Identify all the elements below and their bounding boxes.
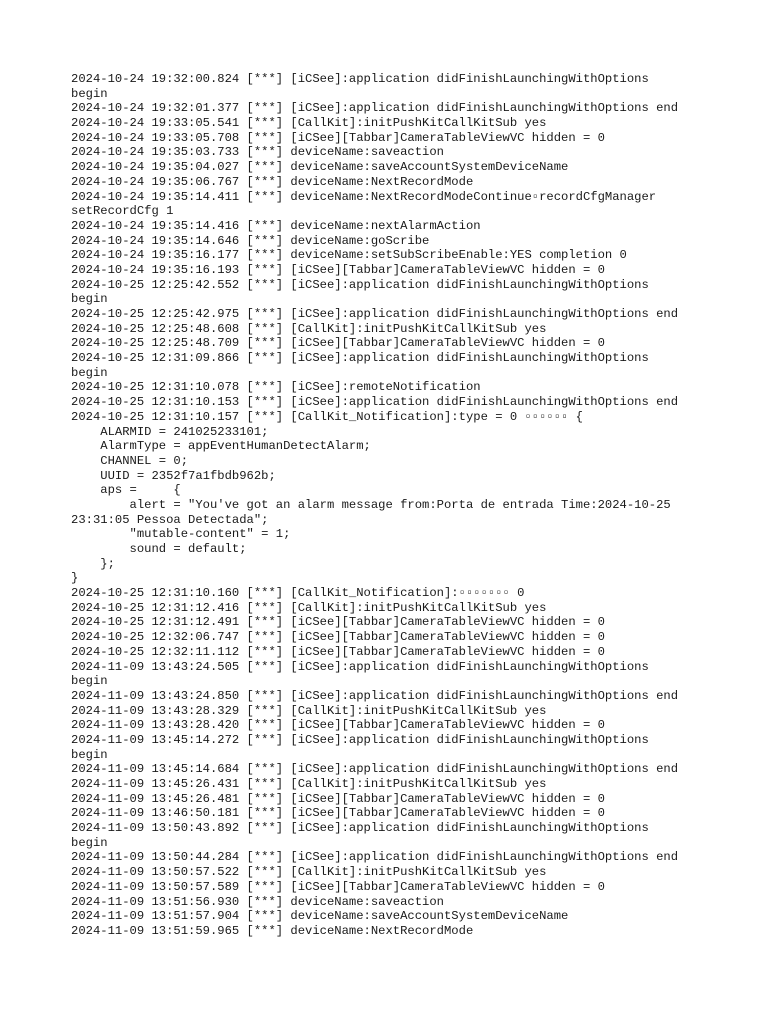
log-line: 2024-10-24 19:35:16.193 [***] [iCSee][Tabbar]CameraTableViewVC hidden = 0 <box>71 262 605 277</box>
log-line: 2024-11-09 13:51:56.930 [***] deviceName:saveaction <box>71 894 444 909</box>
log-line: aps = { <box>71 483 181 498</box>
log-line: 2024-11-09 13:50:57.522 [***] [CallKit]:initPushKitCallKitSub yes <box>71 865 547 880</box>
log-line: 2024-11-09 13:43:28.329 [***] [CallKit]:initPushKitCallKitSub yes <box>71 703 547 718</box>
log-line: 2024-10-24 19:35:14.416 [***] deviceName:nextAlarmAction <box>71 218 481 233</box>
log-line: 2024-11-09 13:46:50.181 [***] [iCSee][Tabbar]CameraTableViewVC hidden = 0 <box>71 806 605 821</box>
log-line: 2024-10-25 12:32:11.112 [***] [iCSee][Tabbar]CameraTableViewVC hidden = 0 <box>71 644 605 659</box>
log-line: 2024-10-25 12:25:48.709 [***] [iCSee][Tabbar]CameraTableViewVC hidden = 0 <box>71 336 605 351</box>
log-line: 2024-10-24 19:33:05.708 [***] [iCSee][Tabbar]CameraTableViewVC hidden = 0 <box>71 130 605 145</box>
log-line: 2024-11-09 13:51:57.904 [***] deviceName:saveAccountSystemDeviceName <box>71 909 569 924</box>
log-line: 2024-11-09 13:45:14.684 [***] [iCSee]:application didFinishLaunchingWithOptions end <box>71 762 679 777</box>
log-line: 2024-10-24 19:35:16.177 [***] deviceName:setSubScribeEnable:YES completion 0 <box>71 248 627 263</box>
log-line: 2024-11-09 13:50:44.284 [***] [iCSee]:application didFinishLaunchingWithOptions end <box>71 850 679 865</box>
log-line: 2024-11-09 13:43:24.505 [***] [iCSee]:application didFinishLaunchingWithOptions <box>71 659 649 674</box>
log-line: 2024-10-24 19:35:14.646 [***] deviceName:goScribe <box>71 233 430 248</box>
log-line: begin <box>71 674 108 689</box>
log-line: begin <box>71 747 108 762</box>
log-line: begin <box>71 86 108 101</box>
log-line: 2024-10-25 12:31:10.153 [***] [iCSee]:application didFinishLaunchingWithOptions end <box>71 395 679 410</box>
log-line: 2024-11-09 13:43:24.850 [***] [iCSee]:application didFinishLaunchingWithOptions end <box>71 688 679 703</box>
log-line: begin <box>71 292 108 307</box>
log-line: 23:31:05 Pessoa Detectada"; <box>71 512 269 527</box>
log-line: begin <box>71 365 108 380</box>
log-line: 2024-10-24 19:35:14.411 [***] deviceName:NextRecordModeContinue▫recordCfgManager <box>71 189 657 204</box>
log-line: 2024-10-24 19:33:05.541 [***] [CallKit]:initPushKitCallKitSub yes <box>71 116 547 131</box>
log-line: } <box>71 571 79 586</box>
log-line: 2024-10-25 12:32:06.747 [***] [iCSee][Tabbar]CameraTableViewVC hidden = 0 <box>71 630 605 645</box>
log-text-body <box>71 72 731 939</box>
log-line: 2024-10-24 19:32:01.377 [***] [iCSee]:application didFinishLaunchingWithOptions end <box>71 101 679 116</box>
log-line: alert = "You've got an alarm message from:Porta de entrada Time:2024-10-25 <box>71 497 671 512</box>
log-line: 2024-10-24 19:35:03.733 [***] deviceName:saveaction <box>71 145 444 160</box>
log-line: "mutable-content" = 1; <box>71 527 291 542</box>
log-line: }; <box>71 556 115 571</box>
log-line: 2024-10-25 12:25:42.552 [***] [iCSee]:application didFinishLaunchingWithOptions <box>71 277 649 292</box>
log-line: 2024-11-09 13:51:59.965 [***] deviceName:NextRecordMode <box>71 923 474 938</box>
log-line: 2024-11-09 13:43:28.420 [***] [iCSee][Tabbar]CameraTableViewVC hidden = 0 <box>71 718 605 733</box>
log-line: setRecordCfg 1 <box>71 204 174 219</box>
log-line: 2024-10-25 12:31:12.491 [***] [iCSee][Tabbar]CameraTableViewVC hidden = 0 <box>71 615 605 630</box>
log-document <box>71 72 731 939</box>
log-line: 2024-10-25 12:25:48.608 [***] [CallKit]:initPushKitCallKitSub yes <box>71 321 547 336</box>
log-line: 2024-11-09 13:45:26.481 [***] [iCSee][Tabbar]CameraTableViewVC hidden = 0 <box>71 791 605 806</box>
log-line: 2024-11-09 13:45:14.272 [***] [iCSee]:application didFinishLaunchingWithOptions <box>71 732 649 747</box>
log-line: 2024-10-24 19:35:04.027 [***] deviceName:saveAccountSystemDeviceName <box>71 160 569 175</box>
log-line: 2024-10-25 12:31:10.078 [***] [iCSee]:remoteNotification <box>71 380 481 395</box>
log-line: 2024-10-25 12:31:10.157 [***] [CallKit_Notification]:type = 0 ▫▫▫▫▫▫ { <box>71 409 583 424</box>
log-line: 2024-10-25 12:31:12.416 [***] [CallKit]:initPushKitCallKitSub yes <box>71 600 547 615</box>
log-line: sound = default; <box>71 542 247 556</box>
log-line: 2024-10-25 12:31:09.866 [***] [iCSee]:application didFinishLaunchingWithOptions <box>71 351 649 366</box>
log-line: 2024-11-09 13:50:43.892 [***] [iCSee]:application didFinishLaunchingWithOptions <box>71 821 649 836</box>
log-line: 2024-10-25 12:25:42.975 [***] [iCSee]:application didFinishLaunchingWithOptions end <box>71 307 679 321</box>
log-line: 2024-10-25 12:31:10.160 [***] [CallKit_Notification]:▫▫▫▫▫▫▫ 0 <box>71 586 525 601</box>
log-line: CHANNEL = 0; <box>71 453 189 468</box>
log-line: 2024-10-24 19:32:00.824 [***] [iCSee]:application didFinishLaunchingWithOptions <box>71 72 649 86</box>
log-line: UUID = 2352f7a1fbdb962b; <box>71 468 276 483</box>
log-line: 2024-11-09 13:50:57.589 [***] [iCSee][Tabbar]CameraTableViewVC hidden = 0 <box>71 879 605 894</box>
log-line: 2024-11-09 13:45:26.431 [***] [CallKit]:initPushKitCallKitSub yes <box>71 777 547 791</box>
log-line: 2024-10-24 19:35:06.767 [***] deviceName:NextRecordMode <box>71 174 474 189</box>
log-line: ALARMID = 241025233101; <box>71 424 269 439</box>
log-line: begin <box>71 835 108 850</box>
log-line: AlarmType = appEventHumanDetectAlarm; <box>71 439 371 454</box>
